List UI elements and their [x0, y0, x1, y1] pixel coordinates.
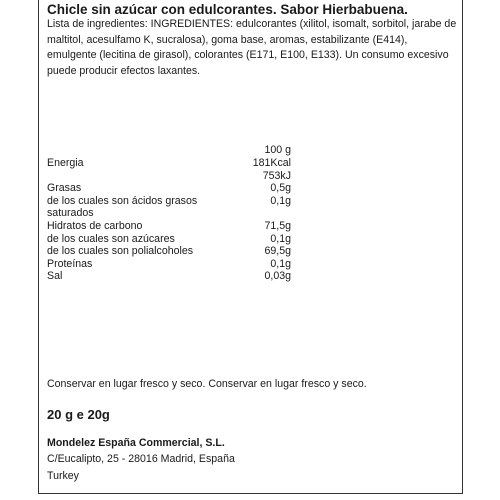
company-name: Mondelez España Commercial, S.L. — [47, 437, 225, 449]
nutrition-row-value: 71,5g — [264, 220, 291, 232]
ingredients-text: Lista de ingredientes: INGREDIENTES: edulcorantes (xilitol, isomalt, sorbitol, jarabe de maltitol, acesulfamo K, sucralosa), goma base, aromas, estabilizante (E414), emulgente (lecitina de girasol), colorantes (E171, E100, E133). Un consumo excesivo puede producir efectos laxantes. — [47, 18, 457, 77]
company-address: C/Eucalipto, 25 - 28016 Madrid, España — [47, 453, 235, 465]
nutrition-row-value: 0,1g — [270, 194, 291, 207]
nutrition-row-label: de los cuales son polialcoholes — [47, 245, 194, 257]
nutrition-row-value: 0,5g — [270, 182, 291, 194]
storage-instructions: Conservar en lugar fresco y seco. Conservar en lugar fresco y seco. — [47, 378, 367, 390]
product-title: Chicle sin azúcar con edulcorantes. Sabor Hierbabuena. — [47, 2, 408, 17]
nutrition-row-label: Grasas — [47, 182, 82, 194]
net-weight: 20 g e 20g — [47, 407, 110, 422]
nutrition-row-label: de los cuales son ácidos grasos — [47, 194, 198, 207]
nutrition-row-value: 753kJ — [262, 169, 291, 182]
nutrition-row-value: 0,03g — [264, 270, 291, 282]
nutrition-row-value: 69,5g — [264, 245, 291, 257]
nutrition-row-label: Sal — [47, 270, 63, 282]
nutrition-row-value: 0,1g — [270, 257, 291, 270]
nutrition-row-value: 181Kcal — [252, 157, 291, 169]
nutrition-row-label: saturados — [47, 207, 94, 219]
nutrition-row-label: Proteínas — [47, 257, 93, 270]
nutrition-per-header: 100 g — [264, 144, 291, 156]
nutrition-row-label: de los cuales son azúcares — [47, 232, 175, 245]
nutrition-row-label: Energia — [47, 157, 84, 169]
nutrition-row-value: 0,1g — [270, 232, 291, 245]
country-of-origin: Turkey — [47, 470, 79, 482]
nutrition-row-label: Hidratos de carbono — [47, 220, 143, 232]
